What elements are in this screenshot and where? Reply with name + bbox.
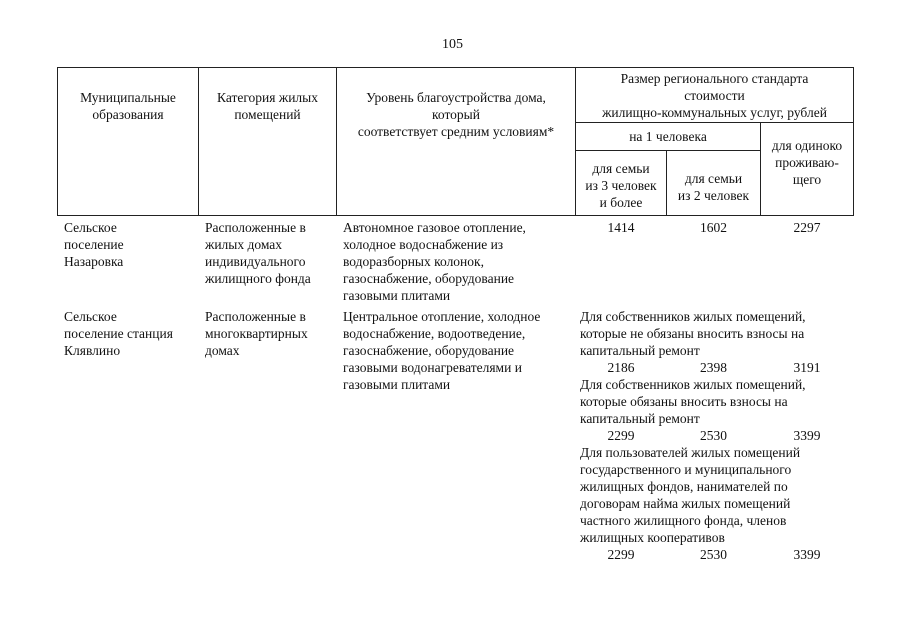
row2-level: Центральное отопление, холодное водоснабжение, водоотведение, газоснабжение, оборудование газовыми водонагревателями и газовыми плитами [343,309,541,392]
header-category: Категория жилых помещений [217,90,318,122]
header-per-person: на 1 человека [629,129,707,144]
family-divider [575,150,760,151]
row1-category: Расположенные в жилых домах индивидуального жилищного фонда [205,220,311,286]
row2-group2-value-family2: 2530 [700,428,727,443]
row1-value-single: 2297 [793,220,821,235]
row2-group1-value-single: 3191 [793,360,821,375]
page-number: 105 [442,37,463,52]
row1-value-family3: 1414 [607,220,635,235]
row2-group2-value-single: 3399 [793,428,821,443]
col-border-right [853,67,854,215]
row2-category: Расположенные в многоквартирных домах [205,309,308,358]
per-person-divider [575,122,854,123]
header-single: для одиноко проживаю- щего [771,138,843,187]
header-size: Размер регионального стандарта стоимости жилищно-коммунальных услуг, рублей [602,71,827,120]
row2-group2-value-family3: 2299 [607,428,635,443]
row2-municipal: Сельское поселение станция Клявлино [64,309,173,358]
row2-group3-value-family2: 2530 [700,547,727,562]
table-top-border [57,67,854,68]
row2-group3-value-family3: 2299 [607,547,635,562]
row2-group3-value-single: 3399 [793,547,821,562]
row2-group1-label: Для собственников жилых помещений, которые не обязаны вносить взносы на капитальный ремонт [580,309,806,358]
header-municipal: Муниципальные образования [80,90,176,122]
row2-group3-label: Для пользователей жилых помещений государственного и муниципального жилищных фондов, нанимателей по договорам найма жилых помещений частного жилищного фонда, членов жилищных кооперативов [580,445,801,545]
row2-group2-label: Для собственников жилых помещений, которые обязаны вносить взносы на капитальный ремонт [580,377,806,426]
header-family2: для семьи из 2 человек [677,171,750,203]
row1-value-family2: 1602 [700,220,727,235]
row1-municipal: Сельское поселение Назаровка [64,220,124,269]
row2-group1-value-family2: 2398 [700,360,727,375]
header-bottom-border [57,215,854,216]
header-family3: для семьи из 3 человек и более [585,161,657,210]
header-level: Уровень благоустройства дома, который соответствует средним условиям* [357,90,555,139]
row1-level: Автономное газовое отопление, холодное водоснабжение из водоразборных колонок, газоснабжение, оборудование газовыми плитами [343,220,526,303]
row2-group1-value-family3: 2186 [607,360,635,375]
